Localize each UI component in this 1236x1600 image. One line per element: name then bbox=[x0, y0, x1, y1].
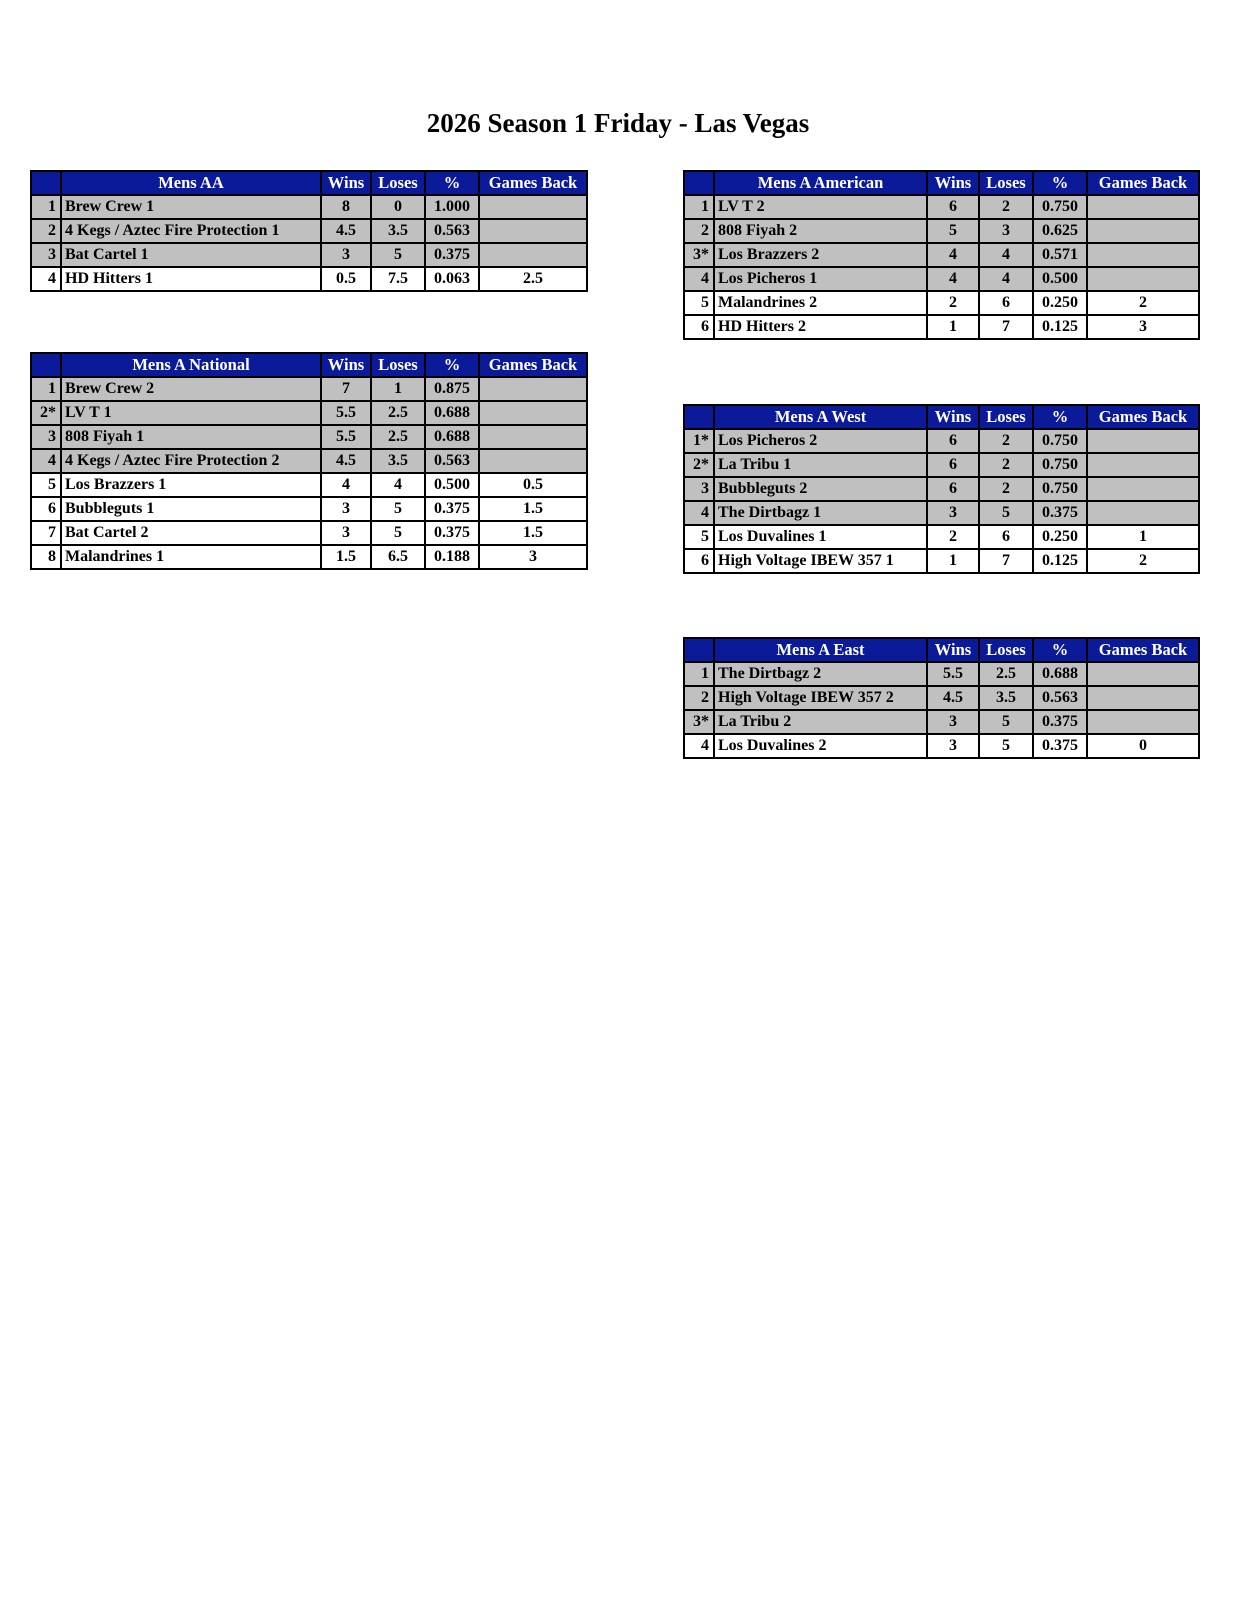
pct-cell: 0.375 bbox=[1033, 734, 1087, 758]
team-name: Los Picheros 2 bbox=[714, 429, 927, 453]
team-name: Brew Crew 2 bbox=[61, 377, 321, 401]
rank-cell: 3* bbox=[684, 710, 714, 734]
rank-header bbox=[31, 353, 61, 377]
wins-header: Wins bbox=[927, 638, 979, 662]
wins-cell: 4.5 bbox=[321, 219, 371, 243]
team-name: Los Picheros 1 bbox=[714, 267, 927, 291]
games-back-cell: 3 bbox=[479, 545, 587, 569]
wins-cell: 4.5 bbox=[927, 686, 979, 710]
games-back-cell: 2 bbox=[1087, 291, 1199, 315]
pct-cell: 0.563 bbox=[1033, 686, 1087, 710]
loses-cell: 0 bbox=[371, 195, 425, 219]
rank-cell: 5 bbox=[684, 291, 714, 315]
table-row bbox=[684, 291, 1199, 315]
wins-cell: 5.5 bbox=[321, 425, 371, 449]
wins-cell: 4 bbox=[927, 267, 979, 291]
loses-header: Loses bbox=[979, 405, 1033, 429]
games-back-cell bbox=[1087, 477, 1199, 501]
games-back-cell: 2 bbox=[1087, 549, 1199, 573]
rank-cell: 4 bbox=[31, 267, 61, 291]
wins-cell: 6 bbox=[927, 195, 979, 219]
pct-cell: 0.750 bbox=[1033, 195, 1087, 219]
pct-cell: 0.125 bbox=[1033, 549, 1087, 573]
loses-cell: 7.5 bbox=[371, 267, 425, 291]
games-back-cell: 1 bbox=[1087, 525, 1199, 549]
games-back-header: Games Back bbox=[1087, 638, 1199, 662]
games-back-cell bbox=[479, 425, 587, 449]
division-name: Mens A East bbox=[714, 638, 927, 662]
pct-cell: 0.188 bbox=[425, 545, 479, 569]
pct-cell: 0.063 bbox=[425, 267, 479, 291]
loses-header: Loses bbox=[371, 171, 425, 195]
table-row bbox=[31, 425, 587, 449]
team-name: Brew Crew 1 bbox=[61, 195, 321, 219]
table-row bbox=[684, 662, 1199, 686]
team-name: High Voltage IBEW 357 1 bbox=[714, 549, 927, 573]
team-name: Bat Cartel 1 bbox=[61, 243, 321, 267]
wins-cell: 6 bbox=[927, 429, 979, 453]
games-back-header: Games Back bbox=[1087, 405, 1199, 429]
wins-cell: 7 bbox=[321, 377, 371, 401]
pct-header: % bbox=[1033, 171, 1087, 195]
rank-cell: 3 bbox=[684, 477, 714, 501]
table-row bbox=[684, 219, 1199, 243]
team-name: La Tribu 2 bbox=[714, 710, 927, 734]
loses-cell: 2 bbox=[979, 429, 1033, 453]
loses-cell: 3.5 bbox=[979, 686, 1033, 710]
team-name: Los Brazzers 2 bbox=[714, 243, 927, 267]
pct-cell: 0.750 bbox=[1033, 453, 1087, 477]
pct-cell: 0.375 bbox=[1033, 501, 1087, 525]
games-back-cell bbox=[1087, 429, 1199, 453]
team-name: Malandrines 2 bbox=[714, 291, 927, 315]
pct-cell: 0.500 bbox=[425, 473, 479, 497]
rank-cell: 6 bbox=[684, 549, 714, 573]
rank-cell: 7 bbox=[31, 521, 61, 545]
games-back-cell bbox=[479, 219, 587, 243]
team-name: 4 Kegs / Aztec Fire Protection 2 bbox=[61, 449, 321, 473]
standings-table-mens-a-east bbox=[683, 637, 1200, 759]
table-row bbox=[31, 545, 587, 569]
header-row bbox=[684, 638, 1199, 662]
team-name: Bat Cartel 2 bbox=[61, 521, 321, 545]
table-row bbox=[31, 497, 587, 521]
table-row bbox=[31, 195, 587, 219]
rank-cell: 1 bbox=[684, 662, 714, 686]
rank-cell: 6 bbox=[31, 497, 61, 521]
rank-cell: 2* bbox=[31, 401, 61, 425]
wins-cell: 3 bbox=[321, 521, 371, 545]
loses-cell: 2.5 bbox=[371, 401, 425, 425]
loses-cell: 6 bbox=[979, 291, 1033, 315]
rank-cell: 2 bbox=[684, 219, 714, 243]
loses-cell: 7 bbox=[979, 315, 1033, 339]
team-name: HD Hitters 2 bbox=[714, 315, 927, 339]
rank-cell: 2 bbox=[31, 219, 61, 243]
pct-header: % bbox=[425, 171, 479, 195]
pct-cell: 0.750 bbox=[1033, 429, 1087, 453]
team-name: High Voltage IBEW 357 2 bbox=[714, 686, 927, 710]
games-back-cell bbox=[479, 243, 587, 267]
rank-cell: 4 bbox=[31, 449, 61, 473]
table-row bbox=[684, 686, 1199, 710]
games-back-cell: 1.5 bbox=[479, 521, 587, 545]
team-name: Los Duvalines 2 bbox=[714, 734, 927, 758]
games-back-cell bbox=[1087, 219, 1199, 243]
loses-cell: 6 bbox=[979, 525, 1033, 549]
pct-cell: 0.375 bbox=[425, 521, 479, 545]
table-row bbox=[684, 453, 1199, 477]
rank-header bbox=[684, 171, 714, 195]
loses-header: Loses bbox=[371, 353, 425, 377]
games-back-cell bbox=[1087, 710, 1199, 734]
rank-cell: 3* bbox=[684, 243, 714, 267]
loses-cell: 5 bbox=[371, 243, 425, 267]
pct-cell: 1.000 bbox=[425, 195, 479, 219]
rank-cell: 4 bbox=[684, 267, 714, 291]
wins-cell: 3 bbox=[927, 501, 979, 525]
standings-table-mens-a-american bbox=[683, 170, 1200, 340]
rank-header bbox=[31, 171, 61, 195]
games-back-cell bbox=[479, 377, 587, 401]
loses-cell: 7 bbox=[979, 549, 1033, 573]
pct-cell: 0.563 bbox=[425, 449, 479, 473]
rank-cell: 1 bbox=[684, 195, 714, 219]
rank-cell: 1 bbox=[31, 377, 61, 401]
games-back-cell: 2.5 bbox=[479, 267, 587, 291]
rank-header bbox=[684, 405, 714, 429]
pct-header: % bbox=[425, 353, 479, 377]
loses-cell: 2 bbox=[979, 195, 1033, 219]
pct-cell: 0.250 bbox=[1033, 291, 1087, 315]
table-row bbox=[31, 219, 587, 243]
loses-cell: 5 bbox=[979, 710, 1033, 734]
games-back-cell bbox=[479, 195, 587, 219]
table-row bbox=[684, 267, 1199, 291]
pct-cell: 0.688 bbox=[425, 401, 479, 425]
team-name: La Tribu 1 bbox=[714, 453, 927, 477]
wins-cell: 8 bbox=[321, 195, 371, 219]
rank-cell: 5 bbox=[684, 525, 714, 549]
team-name: LV T 1 bbox=[61, 401, 321, 425]
games-back-cell bbox=[479, 449, 587, 473]
pct-cell: 0.625 bbox=[1033, 219, 1087, 243]
team-name: HD Hitters 1 bbox=[61, 267, 321, 291]
team-name: 808 Fiyah 1 bbox=[61, 425, 321, 449]
pct-cell: 0.250 bbox=[1033, 525, 1087, 549]
games-back-cell bbox=[1087, 267, 1199, 291]
standings-table-mens-aa bbox=[30, 170, 588, 292]
table-row bbox=[31, 243, 587, 267]
table-row bbox=[31, 449, 587, 473]
rank-cell: 5 bbox=[31, 473, 61, 497]
loses-cell: 2.5 bbox=[979, 662, 1033, 686]
wins-cell: 1 bbox=[927, 549, 979, 573]
table-row bbox=[684, 195, 1199, 219]
wins-cell: 2 bbox=[927, 525, 979, 549]
standings-table-mens-a-national bbox=[30, 352, 588, 570]
games-back-cell bbox=[1087, 195, 1199, 219]
table-row bbox=[684, 477, 1199, 501]
table-row bbox=[684, 525, 1199, 549]
pct-cell: 0.375 bbox=[425, 243, 479, 267]
header-row bbox=[684, 171, 1199, 195]
wins-cell: 4.5 bbox=[321, 449, 371, 473]
pct-cell: 0.563 bbox=[425, 219, 479, 243]
rank-cell: 3 bbox=[31, 425, 61, 449]
pct-cell: 0.688 bbox=[1033, 662, 1087, 686]
header-row bbox=[31, 171, 587, 195]
pct-header: % bbox=[1033, 638, 1087, 662]
standings-table-mens-a-west bbox=[683, 404, 1200, 574]
page-title: 2026 Season 1 Friday - Las Vegas bbox=[426, 108, 810, 138]
rank-cell: 2 bbox=[684, 686, 714, 710]
header-row bbox=[684, 405, 1199, 429]
wins-cell: 3 bbox=[927, 734, 979, 758]
wins-cell: 1 bbox=[927, 315, 979, 339]
team-name: 4 Kegs / Aztec Fire Protection 1 bbox=[61, 219, 321, 243]
wins-header: Wins bbox=[321, 171, 371, 195]
wins-cell: 4 bbox=[321, 473, 371, 497]
loses-cell: 2 bbox=[979, 453, 1033, 477]
loses-cell: 3.5 bbox=[371, 449, 425, 473]
loses-cell: 3 bbox=[979, 219, 1033, 243]
games-back-cell bbox=[1087, 501, 1199, 525]
table-row bbox=[684, 243, 1199, 267]
rank-header bbox=[684, 638, 714, 662]
pct-cell: 0.571 bbox=[1033, 243, 1087, 267]
games-back-cell bbox=[1087, 453, 1199, 477]
pct-cell: 0.375 bbox=[1033, 710, 1087, 734]
games-back-cell: 0.5 bbox=[479, 473, 587, 497]
table-row bbox=[684, 315, 1199, 339]
rank-cell: 1* bbox=[684, 429, 714, 453]
rank-cell: 6 bbox=[684, 315, 714, 339]
games-back-cell: 3 bbox=[1087, 315, 1199, 339]
loses-cell: 4 bbox=[979, 243, 1033, 267]
team-name: 808 Fiyah 2 bbox=[714, 219, 927, 243]
games-back-header: Games Back bbox=[479, 171, 587, 195]
loses-header: Loses bbox=[979, 171, 1033, 195]
table-row bbox=[31, 401, 587, 425]
pct-cell: 0.750 bbox=[1033, 477, 1087, 501]
wins-cell: 5 bbox=[927, 219, 979, 243]
loses-cell: 5 bbox=[979, 734, 1033, 758]
games-back-cell: 1.5 bbox=[479, 497, 587, 521]
table-row bbox=[31, 377, 587, 401]
team-name: Los Brazzers 1 bbox=[61, 473, 321, 497]
table-row bbox=[31, 267, 587, 291]
rank-cell: 4 bbox=[684, 734, 714, 758]
rank-cell: 2* bbox=[684, 453, 714, 477]
loses-header: Loses bbox=[979, 638, 1033, 662]
division-name: Mens A West bbox=[714, 405, 927, 429]
loses-cell: 2.5 bbox=[371, 425, 425, 449]
wins-cell: 2 bbox=[927, 291, 979, 315]
wins-cell: 3 bbox=[321, 243, 371, 267]
pct-header: % bbox=[1033, 405, 1087, 429]
loses-cell: 3.5 bbox=[371, 219, 425, 243]
wins-cell: 1.5 bbox=[321, 545, 371, 569]
pct-cell: 0.125 bbox=[1033, 315, 1087, 339]
games-back-cell: 0 bbox=[1087, 734, 1199, 758]
wins-cell: 4 bbox=[927, 243, 979, 267]
wins-cell: 5.5 bbox=[927, 662, 979, 686]
loses-cell: 5 bbox=[371, 521, 425, 545]
loses-cell: 2 bbox=[979, 477, 1033, 501]
wins-cell: 6 bbox=[927, 477, 979, 501]
table-row bbox=[31, 473, 587, 497]
team-name: Los Duvalines 1 bbox=[714, 525, 927, 549]
wins-header: Wins bbox=[927, 171, 979, 195]
games-back-cell bbox=[1087, 662, 1199, 686]
wins-header: Wins bbox=[321, 353, 371, 377]
games-back-header: Games Back bbox=[479, 353, 587, 377]
header-row bbox=[31, 353, 587, 377]
pct-cell: 0.375 bbox=[425, 497, 479, 521]
loses-cell: 6.5 bbox=[371, 545, 425, 569]
loses-cell: 4 bbox=[979, 267, 1033, 291]
division-name: Mens A American bbox=[714, 171, 927, 195]
table-row bbox=[684, 710, 1199, 734]
division-name: Mens A National bbox=[61, 353, 321, 377]
games-back-cell bbox=[1087, 686, 1199, 710]
wins-cell: 3 bbox=[321, 497, 371, 521]
rank-cell: 4 bbox=[684, 501, 714, 525]
games-back-cell bbox=[1087, 243, 1199, 267]
table-row bbox=[31, 521, 587, 545]
loses-cell: 5 bbox=[979, 501, 1033, 525]
team-name: Bubbleguts 2 bbox=[714, 477, 927, 501]
team-name: LV T 2 bbox=[714, 195, 927, 219]
team-name: Malandrines 1 bbox=[61, 545, 321, 569]
wins-cell: 6 bbox=[927, 453, 979, 477]
table-row bbox=[684, 501, 1199, 525]
pct-cell: 0.688 bbox=[425, 425, 479, 449]
wins-cell: 5.5 bbox=[321, 401, 371, 425]
games-back-header: Games Back bbox=[1087, 171, 1199, 195]
games-back-cell bbox=[479, 401, 587, 425]
loses-cell: 1 bbox=[371, 377, 425, 401]
table-row bbox=[684, 734, 1199, 758]
team-name: The Dirtbagz 1 bbox=[714, 501, 927, 525]
rank-cell: 8 bbox=[31, 545, 61, 569]
wins-cell: 3 bbox=[927, 710, 979, 734]
team-name: Bubbleguts 1 bbox=[61, 497, 321, 521]
table-row bbox=[684, 549, 1199, 573]
team-name: The Dirtbagz 2 bbox=[714, 662, 927, 686]
loses-cell: 5 bbox=[371, 497, 425, 521]
rank-cell: 3 bbox=[31, 243, 61, 267]
pct-cell: 0.875 bbox=[425, 377, 479, 401]
table-row bbox=[684, 429, 1199, 453]
wins-cell: 0.5 bbox=[321, 267, 371, 291]
division-name: Mens AA bbox=[61, 171, 321, 195]
rank-cell: 1 bbox=[31, 195, 61, 219]
wins-header: Wins bbox=[927, 405, 979, 429]
pct-cell: 0.500 bbox=[1033, 267, 1087, 291]
loses-cell: 4 bbox=[371, 473, 425, 497]
